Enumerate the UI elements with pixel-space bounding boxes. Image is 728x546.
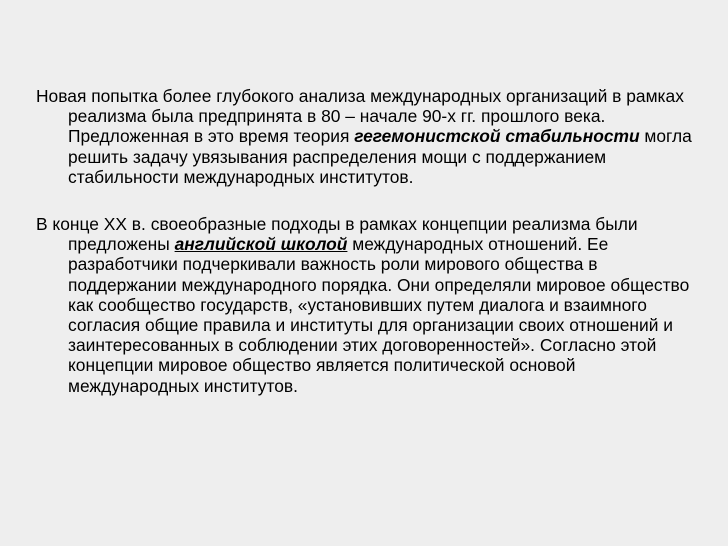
term-english-school: английской школой xyxy=(174,234,348,255)
term-hegemonic-stability: гегемонистской стабильности xyxy=(354,126,640,147)
paragraph-1-text-after: могла решить задачу увязывания распределения мощи с поддержанием стабильности международных институтов. xyxy=(68,126,692,187)
paragraph-english-school xyxy=(36,214,696,396)
slide-content xyxy=(36,86,696,396)
paragraph-1-text-before: Новая попытка более глубокого анализа международных организаций в рамках реализма была предпринята в 80 – начале 90-х гг. прошлого века. Предложенная в это время теория xyxy=(36,86,684,147)
paragraph-2-text-before: В конце XX в. своеобразные подходы в рамках концепции реализма были предложены xyxy=(36,214,638,255)
paragraph-hegemonic-stability xyxy=(36,86,696,187)
paragraph-2-text-after: международных отношений. Ее разработчики подчеркивали важность роли мирового общества в поддержании международного порядка. Они определяли мировое общество как сообщество государств, «установивших путем диалога и взаимного согласия общие правила и институты для организации своих отношений и заинтересованных в соблюдении этих договоренностей». Согласно этой концепции мировое общество является политической основой международных институтов. xyxy=(68,234,690,396)
